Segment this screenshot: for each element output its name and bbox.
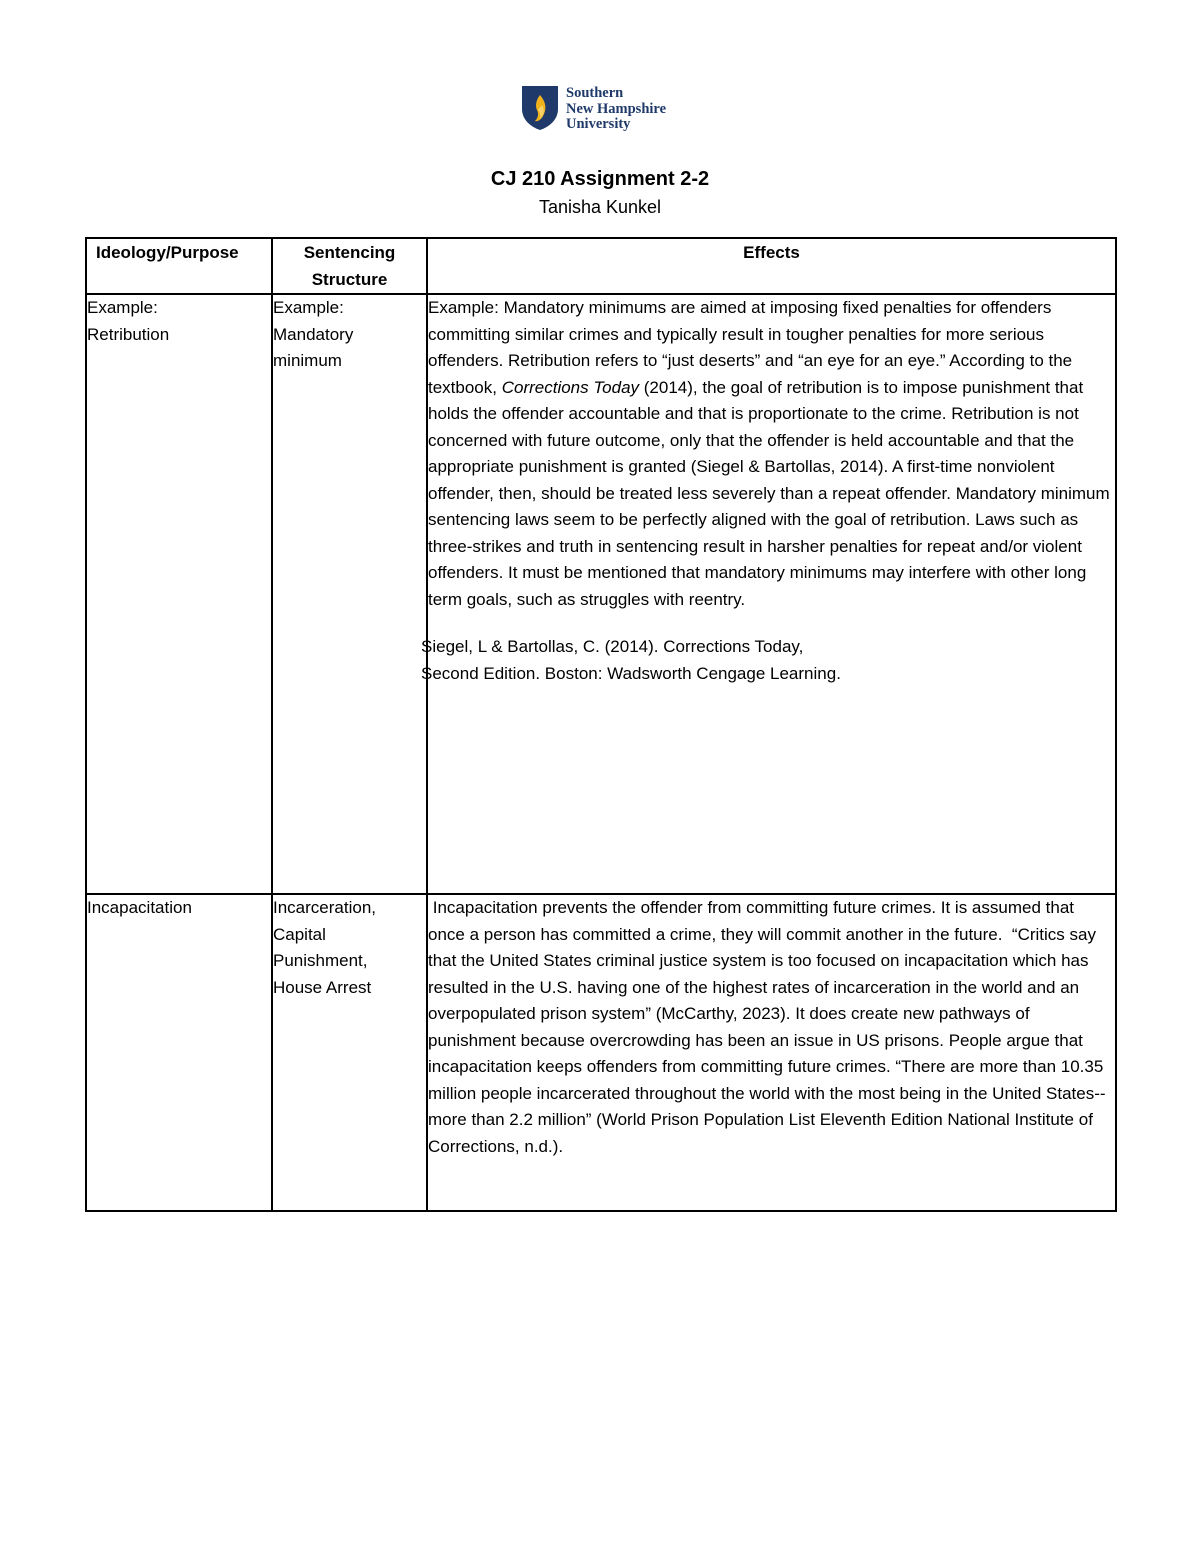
logo-line-3: University [566,116,631,132]
logo-line-2: New Hampshire [566,100,667,117]
reference-citation [421,634,1115,687]
cell-ideology [86,294,272,894]
flame-shield-icon [521,85,559,131]
author-name: Tanisha Kunkel [538,197,662,217]
effects-paragraph: Incapacitation prevents the offender from committing future crimes. It is assumed that once a person has committed a crime, they will commit another in the future. “Critics say that the United States criminal justice system is too focused on incapacitation which has resulted in the U.S. having one of the highest rates of incarceration in the world and an overpopulated prison system” (McCarthy, 2023). It does create new pathways of punishment because overcrowding has been an issue in US prisons. People argue that incapacitation keeps offenders from committing future crimes. “There are more than 10.35 million people incarcerated throughout the world with the most being in the United States--more than 2.2 million” (World Prison Population List Eleventh Edition National Institute of Corrections, n.d.). [428,898,1109,1156]
document-title: CJ 210 Assignment 2-2 [490,168,710,190]
table-header-row [86,238,1116,294]
cell-ideology: Incapacitation [86,894,272,1211]
cell-effects [427,894,1116,1211]
logo-wordmark [566,86,666,133]
sentencing-text: Incarceration, Capital Punishment, House Arrest [273,898,376,997]
logo-line-1: Southern [566,85,624,101]
effects-paragraph [428,295,1115,613]
reference-line-2: Second Edition. Boston: Wadsworth Cengage Learning. [421,663,841,683]
assignment-table [85,237,1117,1212]
effects-text-part-1: Example: Mandatory minimums are aimed at imposing fixed penalties for offenders committing similar crimes and typically result in tougher penalties for more serious offenders. Retribution refers to “just deserts” and “an eye for an eye.” According to the textbook, [428,298,1073,397]
header-ideology: Ideology/Purpose [86,238,272,294]
reference-line-1: Siegel, L & Bartollas, C. (2014). Corrections Today, [421,637,804,656]
cell-sentencing [272,894,427,1211]
snhu-logo [521,85,691,133]
ideology-text: Example: Retribution [87,298,170,344]
table-row [86,294,1116,894]
table-row [86,894,1116,1211]
header-effects: Effects [427,238,1116,294]
cell-sentencing [272,294,427,894]
cell-effects [421,294,1116,894]
effects-text-part-2: (2014), the goal of retribution is to impose punishment that holds the offender accountable and that is proportionate to the crime. Retribution is not concerned with future outcome, only that the offender is held accountable and that the appropriate punishment is granted (Siegel & Bartollas, 2014). A first-time nonviolent offender, then, should be treated less severely than a repeat offender. Mandatory minimum sentencing laws seem to be perfectly aligned with the goal of retribution. Laws such as three-strikes and truth in sentencing result in harsher penalties for repeat and/or violent offenders. It must be mentioned that mandatory minimums may interfere with other long term goals, such as struggles with reentry. [428,377,1110,609]
header-sentencing: Sentencing Structure [272,238,427,294]
textbook-title: Corrections Today [501,377,640,397]
sentencing-text: Example: Mandatory minimum [273,298,354,370]
